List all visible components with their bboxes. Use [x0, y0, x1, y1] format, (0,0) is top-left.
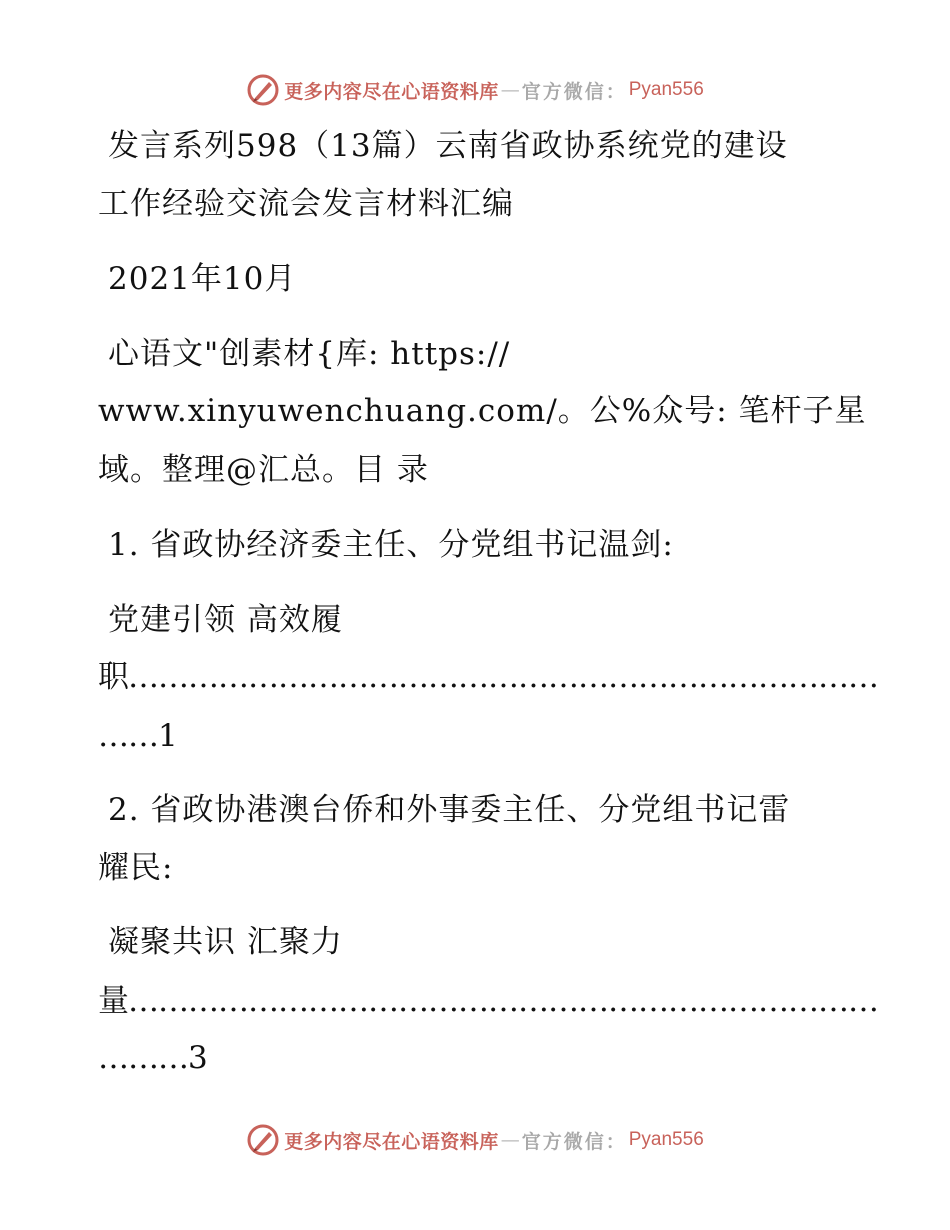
- toc-item-1-title: 党建引领 高效履: [108, 602, 343, 638]
- doc-source-line-2: www.xinyuwenchuang.com/。公%众号: 笔杆子星: [98, 393, 867, 429]
- toc-item-1-heading: 1. 省政协经济委主任、分党组书记温剑:: [108, 527, 674, 563]
- toc-item-1-leader-line-2: ……1: [98, 718, 177, 754]
- toc-item-2-leader-line-2: ………3: [98, 1040, 207, 1076]
- banner-wechat-id: Pyan556: [628, 79, 704, 100]
- banner-wechat-label: 官方微信：: [521, 1130, 627, 1153]
- banner-wechat-id: Pyan556: [628, 1129, 704, 1150]
- toc-item-2-title: 凝聚共识 汇聚力: [108, 924, 343, 960]
- banner-wechat-label: 官方微信：: [521, 80, 627, 103]
- pen-logo-icon: [246, 1123, 280, 1157]
- pen-logo-icon: [246, 73, 280, 107]
- doc-title-line-1: 发言系列598（13篇）云南省政协系统党的建设: [108, 128, 788, 164]
- toc-item-2-leader-line-1: 量…………………………………………………………………: [98, 983, 878, 1019]
- toc-item-2-heading-line-1: 2. 省政协港澳台侨和外事委主任、分党组书记雷: [108, 792, 791, 828]
- banner-separator: —: [500, 1129, 520, 1151]
- doc-title-line-2: 工作经验交流会发言材料汇编: [98, 186, 514, 222]
- doc-source-line-3: 域。整理@汇总。目 录: [98, 452, 429, 488]
- doc-source-line-1: 心语文"创素材{库: https://: [108, 336, 511, 372]
- bottom-watermark-banner: [0, 1120, 950, 1160]
- toc-item-1-leader-line-1: 职…………………………………………………………………: [98, 659, 878, 695]
- banner-slogan: 更多内容尽在心语资料库: [284, 80, 499, 103]
- toc-item-2-heading-line-2: 耀民:: [98, 850, 174, 886]
- top-watermark-banner: [0, 70, 950, 110]
- banner-slogan: 更多内容尽在心语资料库: [284, 1130, 499, 1153]
- banner-separator: —: [500, 79, 520, 101]
- doc-date: 2021年10月: [108, 261, 297, 297]
